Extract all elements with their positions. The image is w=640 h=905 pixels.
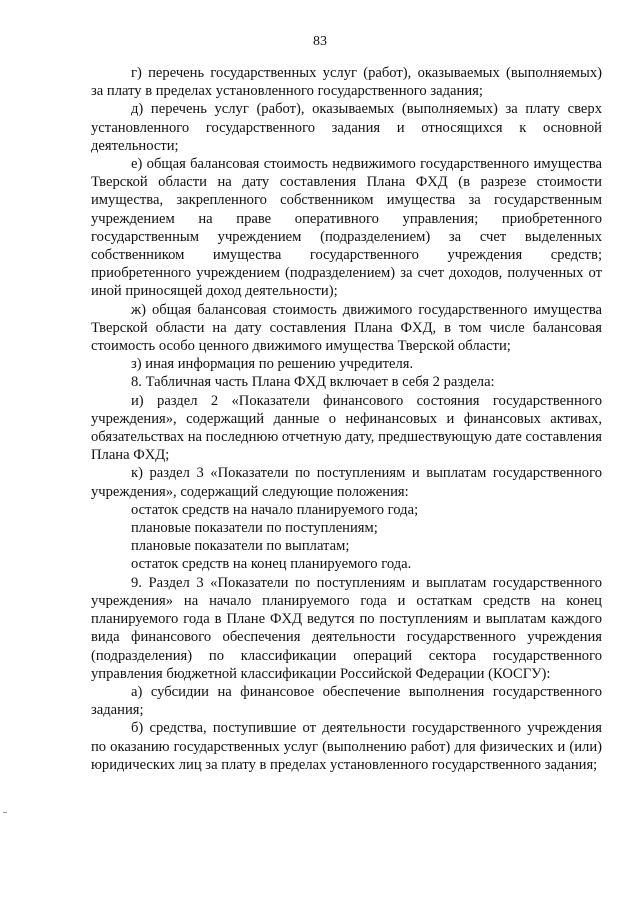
paragraph-section-8: 8. Табличная часть Плана ФХД включает в себя 2 раздела: xyxy=(131,374,495,391)
paragraph-item-z: з) иная информация по решению учредителя. xyxy=(131,356,414,373)
paragraph-item-k: к) раздел 3 «Показатели по поступлениям и выплатам государственного учреждения», содержащий следующие положения: xyxy=(91,465,602,500)
list-item-planned-payments: плановые показатели по выплатам; xyxy=(131,538,350,555)
list-item-planned-receipts: плановые показатели по поступлениям; xyxy=(131,520,378,537)
list-item-closing-balance: остаток средств на конец планируемого года. xyxy=(131,556,412,573)
paragraph-item-i: и) раздел 2 «Показатели финансового состояния государственного учреждения», содержащий данные о нефинансовых и финансовых активах, обязательствах на последнюю отчетную дату, предшествующую дате составления Плана ФХД; xyxy=(91,392,602,464)
paragraph-item-b: б) средства, поступившие от деятельности государственного учреждения по оказанию государственных услуг (выполнению работ) для физических и (или) юридических лиц за плату в пределах установленного государственного задания; xyxy=(91,720,602,773)
paragraph-item-e: е) общая балансовая стоимость недвижимого государственного имущества Тверской области на дату составления Плана ФХД (в разрезе стоимости имущества, закрепленного собственником имущества за государственным учреждением на праве оперативного управления; приобретенного государственным учреждением (подразделением) за счет выделенных собственником имущества государственного учреждения средств; приобретенного учреждением (подразделением) за счет доходов, полученных от иной приносящей доход деятельности); xyxy=(91,156,602,300)
scan-edge-mark xyxy=(3,812,7,813)
paragraph-item-a: а) субсидии на финансовое обеспечение выполнения государственного задания; xyxy=(91,683,602,719)
paragraph-item-g: г) перечень государственных услуг (работ), оказываемых (выполняемых) за плату в пределах установленного государственного задания; xyxy=(91,65,602,100)
paragraph-section-9: 9. Раздел 3 «Показатели по поступлениям и выплатам государственного учреждения» на начало планируемого года и остаткам средств на конец планируемого года в Плане ФХД ведутся по поступлениям и выплатам каждого вида финансового обеспечения деятельности государственного учреждения (подразделения) по классификации операций сектора государственного управления бюджетной классификации Российской Федерации (КОСГУ): xyxy=(91,574,602,682)
paragraph-item-d: д) перечень услуг (работ), оказываемых (выполняемых) за плату сверх установленного государственного задания и относящихся к основной деятельности; xyxy=(91,101,602,154)
page-number: 83 xyxy=(313,34,327,49)
list-item-opening-balance: остаток средств на начало планируемого года; xyxy=(131,501,419,518)
paragraph-item-zh: ж) общая балансовая стоимость движимого государственного имущества Тверской области на дату составления Плана ФХД, в том числе балансовая стоимость особо ценного движимого имущества Тверской области; xyxy=(91,301,602,355)
document-body xyxy=(91,64,602,774)
